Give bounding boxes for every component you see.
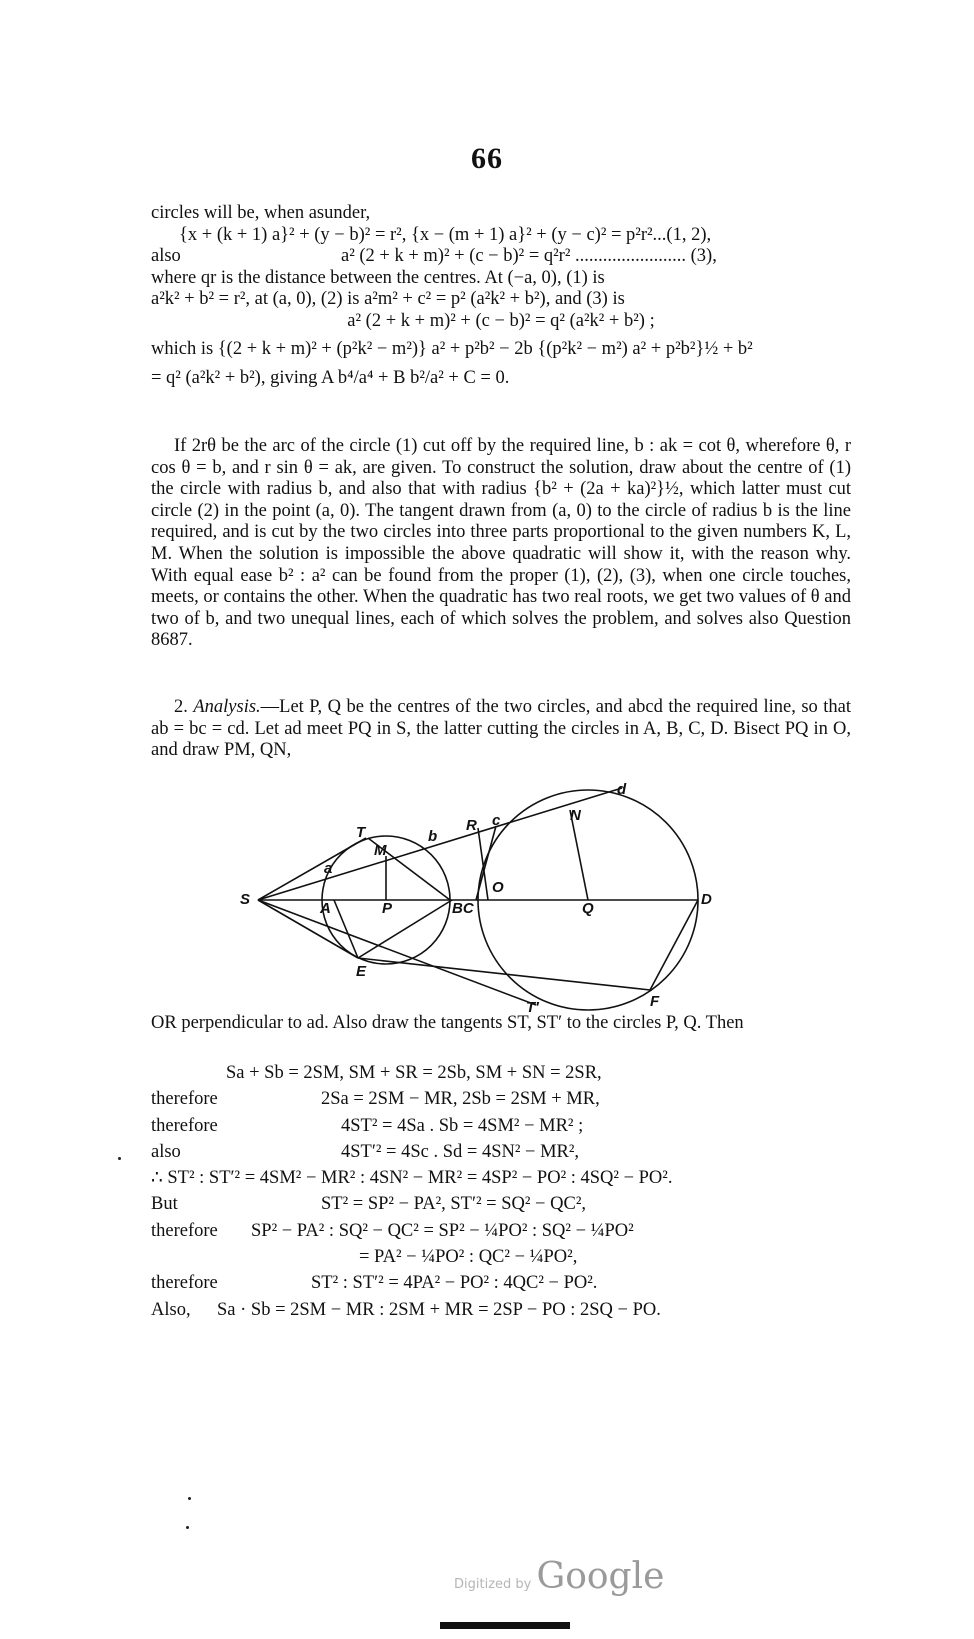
- label-t: T: [356, 824, 366, 841]
- label-o: O: [492, 879, 504, 896]
- equation-label: also: [151, 1141, 181, 1162]
- geometry-figure: [240, 781, 720, 1016]
- equation-expression: 2Sa = 2SM − MR, 2Sb = 2SM + MR,: [321, 1089, 600, 1110]
- equation-expression: a² (2 + k + m)² + (c − b)² = q²r² ........................ (3),: [341, 246, 717, 267]
- equation-expression: SP² − PA² : SQ² − QC² = SP² − ¼PO² : SQ² − ¼PO²: [251, 1220, 634, 1241]
- label-p: P: [382, 900, 393, 917]
- digitized-label: Digitized by: [454, 1577, 532, 1592]
- equation-block-2: [151, 1060, 851, 1323]
- equation-expression: 4ST′² = 4Sc . Sd = 4SN² − MR²,: [341, 1141, 580, 1162]
- text-line: where qr is the distance between the centres. At (−a, 0), (1) is: [151, 267, 605, 288]
- equation-label: also: [151, 246, 181, 267]
- label-q: Q: [582, 900, 594, 917]
- equation-line: [151, 1086, 851, 1112]
- equation-line: [151, 1270, 851, 1296]
- label-bc: BC: [452, 900, 474, 917]
- line-ef: [358, 958, 650, 990]
- label-e: E: [356, 963, 367, 980]
- paragraph-text: [151, 697, 851, 762]
- equation-line: a²k² + b² = r², at (a, 0), (2) is a²m² + c² = p² (a²k² + b²), and (3) is: [151, 289, 625, 310]
- equation-expression: ST² = SP² − PA², ST′² = SQ² − QC²,: [321, 1194, 586, 1215]
- equation-line: which is {(2 + k + m)² + (p²k² − m²)} a² + p²b² − 2b {(p²k² − m²) a² + p²b²}½ + b²: [151, 338, 753, 359]
- label-m: M: [374, 842, 387, 859]
- paragraph-3: [151, 1013, 851, 1035]
- paragraph-text: If 2rθ be the arc of the circle (1) cut off by the required line, b : ak = cot θ, wherefore θ, r cos θ = b, and r sin θ = ak, are given. To construct the solution, draw about the centre of (1) the circle with radius b, and also that with radius {b² + (2a + ka)²}½, which latter must cut circle (2) in the point (a, 0). The tangent drawn from (a, 0) to the circle of radius b is the line required, and is cut by the two circles into three parts proportional to the given numbers K, L, M. When the solution is impossible the above quadratic will show it, with the reason why. With equal ease b² : a² can be found from the proper (1), (2), (3), when one circle touches, meets, or contains the other. When the quadratic has two real roots, we get two values of θ and two of b, and two unequal lines, each of which solves the problem, and solves also Question 8687.: [151, 436, 851, 651]
- page-number: 66: [471, 142, 503, 175]
- scan-speck: [186, 1526, 189, 1529]
- equation-expression: Sa · Sb = 2SM − MR : 2SM + MR = 2SP − PO : 2SQ − PO.: [217, 1299, 661, 1320]
- label-d-upper: D: [701, 891, 712, 908]
- equation-label: therefore: [151, 1273, 218, 1294]
- line-df: [650, 900, 698, 990]
- equation-label: Also,: [151, 1299, 191, 1320]
- equation-expression: 4ST² = 4Sa . Sb = 4SM² − MR² ;: [341, 1115, 584, 1136]
- paragraph-heading: Analysis.: [193, 697, 261, 717]
- label-b-lower: b: [428, 828, 438, 845]
- scan-speck: [188, 1497, 191, 1500]
- equation-line: [151, 1297, 851, 1323]
- equation-line: = PA² − ¼PO² : QC² − ¼PO²,: [359, 1247, 578, 1268]
- equation-label: therefore: [151, 1089, 218, 1110]
- equation-line: = q² (a²k² + b²), giving A b⁴/a⁴ + B b²/a² + C = 0.: [151, 368, 510, 389]
- paragraph-body: —Let P, Q be the centres of the two circles, and abcd the required line, so that ab = bc = cd. Let ad meet PQ in S, the latter cutting the circles in A, B, C, D. Bisect PQ in O, and draw PM, QN,: [151, 697, 852, 761]
- label-n: N: [570, 807, 581, 824]
- tangent-st-prime: [258, 900, 536, 1005]
- equation-line: {x + (k + 1) a}² + (y − b)² = r², {x − (m + 1) a}² + (y − c)² = p²r²...(1, 2),: [179, 224, 712, 245]
- equation-line: Sa + Sb = 2SM, SM + SR = 2Sb, SM + SN = 2SR,: [226, 1063, 602, 1083]
- equation-line: [151, 246, 851, 268]
- paragraph-2: [151, 697, 851, 762]
- google-logo: Google: [536, 1556, 665, 1597]
- equation-block-1: [151, 203, 851, 390]
- scan-speck: [118, 1157, 121, 1160]
- label-a-upper: A: [320, 900, 331, 917]
- equation-line: ∴ ST² : ST′² = 4SM² − MR² : 4SN² − MR² = 4SP² − PO² : 4SQ² − PO².: [151, 1168, 673, 1189]
- tangent-st: [258, 838, 366, 900]
- scan-bar: [440, 1622, 570, 1629]
- equation-line: [151, 1139, 851, 1165]
- line-sd-upper: [258, 788, 622, 900]
- equation-label: therefore: [151, 1115, 218, 1136]
- equation-label: therefore: [151, 1220, 218, 1241]
- label-a-lower: a: [324, 860, 333, 877]
- paragraph-text: OR perpendicular to ad. Also draw the tangents ST, ST′ to the circles P, Q. Then: [151, 1013, 744, 1033]
- paragraph-1: [151, 436, 851, 652]
- label-r: R: [466, 817, 477, 834]
- line-se: [258, 900, 358, 958]
- label-d-lower: d: [617, 781, 627, 798]
- label-c-lower: c: [492, 812, 501, 829]
- text-line: circles will be, when asunder,: [151, 203, 371, 223]
- label-s: S: [240, 891, 251, 908]
- equation-label: But: [151, 1194, 178, 1215]
- label-f: F: [650, 993, 660, 1010]
- equation-line: [151, 1191, 851, 1217]
- equation-line: a² (2 + k + m)² + (c − b)² = q² (a²k² + b²) ;: [347, 310, 655, 331]
- label-t-prime: T′: [526, 999, 539, 1016]
- equation-line: [151, 1113, 851, 1139]
- line-bc-e: [358, 900, 452, 958]
- equation-expression: ST² : ST′² = 4PA² − PO² : 4QC² − PO².: [311, 1273, 598, 1294]
- equation-line: [151, 1218, 851, 1244]
- digitized-by-google-watermark: [454, 1556, 664, 1597]
- paragraph-number: 2.: [174, 697, 188, 717]
